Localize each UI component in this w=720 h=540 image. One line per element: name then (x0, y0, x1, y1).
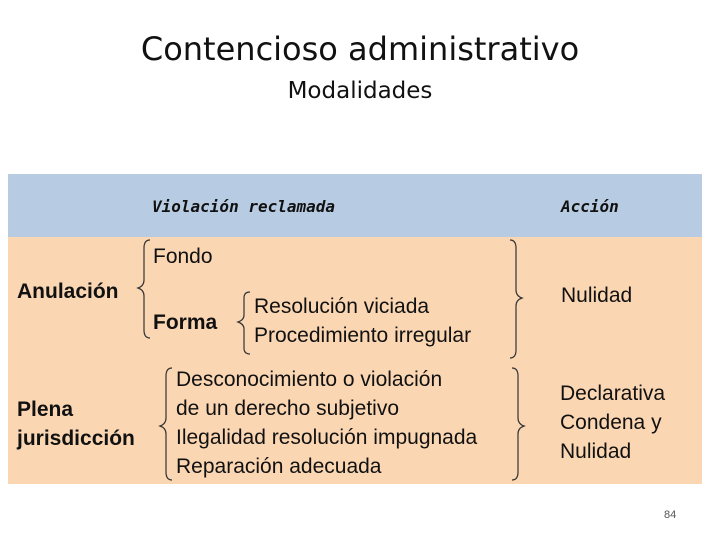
brace-forma-left (238, 292, 250, 354)
action-declarativa: Declarativa (560, 382, 666, 405)
action-nulidad-plena: Nulidad (560, 440, 632, 463)
plena-item-reparacion: Reparación adecuada (176, 455, 382, 478)
brace-plena-left (160, 368, 172, 480)
slide-subtitle: Modalidades (287, 78, 433, 104)
row-label-jurisdiccion: jurisdicción (17, 427, 135, 450)
forma-item-resolucion: Resolución viciada (254, 295, 430, 318)
brace-anulacion-right (510, 240, 522, 358)
page-number: 84 (664, 509, 677, 521)
action-nulidad: Nulidad (561, 284, 633, 307)
header-action: Acción (561, 197, 619, 216)
plena-item-desconocimiento: Desconocimiento o violación (176, 368, 443, 391)
row-label-plena: Plena (17, 398, 74, 421)
row-label-anulacion: Anulación (17, 280, 119, 303)
brace-plena-right (512, 368, 524, 480)
slide-title: Contencioso administrativo (140, 30, 580, 68)
brace-anulacion-left (138, 240, 150, 338)
fondo-label: Fondo (153, 245, 213, 268)
plena-item-ilegalidad: Ilegalidad resolución impugnada (176, 426, 478, 449)
action-condena: Condena y (560, 411, 662, 434)
header-violation: Violación reclamada (152, 197, 336, 216)
forma-label: Forma (153, 311, 218, 334)
plena-item-derecho: de un derecho subjetivo (176, 397, 399, 420)
forma-item-procedimiento: Procedimiento irregular (254, 324, 472, 347)
